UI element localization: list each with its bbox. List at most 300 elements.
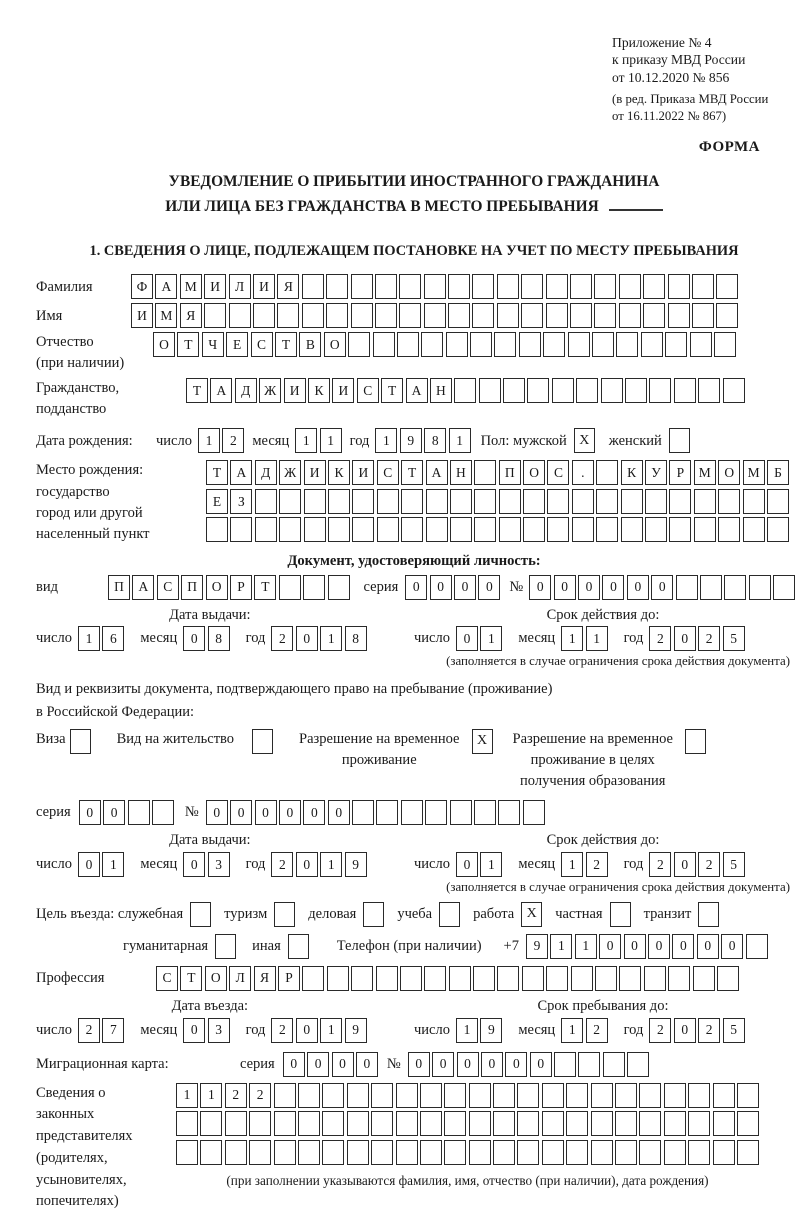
purpose-tourism-checkbox [274,902,295,927]
char-box [279,517,301,542]
char-box: 0 [78,852,100,877]
char-box: 0 [648,934,670,959]
birth-month-boxes [295,428,341,453]
char-box [566,1083,588,1108]
char-box [594,303,616,328]
char-box [449,966,471,991]
doc-kind-field [36,575,792,600]
birthplace-label: Место рождения: государство город или другой населенный пункт [36,462,150,542]
char-box: 1 [550,934,572,959]
char-box: 1 [375,428,397,453]
entry-date-heading: Дата въезда: [171,997,249,1014]
char-box [249,1140,271,1165]
stay-year-boxes [649,1018,744,1043]
char-box [596,460,618,485]
doc-limited-note: (заполняется в случае ограничения срока действия документа) [446,654,790,669]
char-box: О [206,575,228,600]
char-box: Я [277,274,299,299]
char-box: 0 [674,626,696,651]
char-box [693,966,715,991]
char-box [645,489,667,514]
char-box [668,966,690,991]
permit-issue-year-boxes [271,852,366,877]
purpose-business-label: деловая [308,905,357,922]
entry-day-boxes [78,1018,124,1043]
birthdate-label: Дата рождения: [36,432,133,449]
appendix-line: Приложение № 4 [612,35,712,50]
permit-valid-year-boxes [649,852,744,877]
appendix-line: (в ред. Приказа МВД России [612,92,769,107]
char-box [737,1111,759,1136]
char-box [401,800,423,825]
char-box [279,489,301,514]
char-box [444,1140,466,1165]
char-box: Ж [279,460,301,485]
char-box: А [210,378,232,403]
char-box: И [332,378,354,403]
char-box [352,800,374,825]
doc-dates [36,606,792,652]
char-box: 9 [345,1018,367,1043]
char-box: 0 [627,575,649,600]
char-box [645,517,667,542]
char-box [493,1083,515,1108]
char-box [570,303,592,328]
char-box [424,303,446,328]
char-box: Т [180,966,202,991]
purpose-private-checkbox [610,902,631,927]
month-label: месяц [140,630,178,647]
char-box [351,274,373,299]
char-box [694,489,716,514]
char-box [716,274,738,299]
char-box: 0 [296,1018,318,1043]
char-box: А [230,460,252,485]
char-box [421,332,443,357]
char-box: 2 [586,1018,608,1043]
purpose-humanitarian-checkbox [215,934,236,959]
char-box [717,966,739,991]
appendix-line: от 10.12.2020 № 856 [612,69,730,85]
char-box [249,1111,271,1136]
char-box: О [523,460,545,485]
char-box: 9 [480,1018,502,1043]
year-label: год [245,856,266,873]
permit-valid-day-boxes [456,852,502,877]
char-box [713,1140,735,1165]
char-box [639,1140,661,1165]
char-box [255,517,277,542]
char-box [474,800,496,825]
char-box: 2 [225,1083,247,1108]
char-box [470,332,492,357]
char-box [375,303,397,328]
char-box: Д [255,460,277,485]
char-box [420,1111,442,1136]
char-box: 9 [400,428,422,453]
char-box [377,489,399,514]
char-box [225,1140,247,1165]
char-box [713,1111,735,1136]
name-label: Имя [36,307,63,324]
char-box [619,303,641,328]
day-label: число [413,1021,450,1038]
char-box [348,332,370,357]
temp-residence-checkbox: X [472,729,493,754]
char-box [274,1111,296,1136]
char-box: 1 [295,428,317,453]
doc-kind-label: вид [36,578,58,595]
phone-prefix: +7 [503,937,519,954]
doc-valid-day-boxes [456,626,502,651]
entry-date-col [36,997,384,1043]
char-box: 5 [723,852,745,877]
char-box: С [357,378,379,403]
purpose-official-checkbox [190,902,211,927]
char-box [601,378,623,403]
char-box: 0 [405,575,427,600]
char-box [352,489,374,514]
char-box: Т [275,332,297,357]
char-box: Н [430,378,452,403]
char-box [225,1111,247,1136]
char-box [426,517,448,542]
visa-checkbox [70,729,91,754]
char-box: 0 [697,934,719,959]
birthdate-field [36,428,792,453]
char-box: 0 [578,575,600,600]
year-label: год [623,856,644,873]
day-label: число [413,630,450,647]
char-box [298,1111,320,1136]
issue-date-heading: Дата выдачи: [169,832,251,849]
char-box: 2 [698,626,720,651]
char-box: 0 [183,1018,205,1043]
appendix-line: от 16.11.2022 № 867) [612,108,727,123]
char-box [274,1140,296,1165]
char-box: 1 [78,626,100,651]
char-box [377,517,399,542]
char-box [591,1140,613,1165]
char-box: С [251,332,273,357]
char-box [322,1111,344,1136]
char-box [594,274,616,299]
birth-day-boxes [198,428,244,453]
entry-month-boxes [183,1018,229,1043]
char-box: Ж [259,378,281,403]
visa-label: Виза [36,731,66,748]
doc-issue-year-boxes [271,626,366,651]
day-label: число [36,630,72,647]
char-box [420,1140,442,1165]
char-box: 5 [723,1018,745,1043]
permit-dates [36,831,792,877]
profession-label: Профессия [36,969,105,986]
char-box: Н [450,460,472,485]
char-box: И [131,303,153,328]
char-box: И [352,460,374,485]
char-box: 0 [481,1052,503,1077]
char-box [523,800,545,825]
valid-until-heading: Срок действия до: [546,606,660,623]
permit-valid-line [414,852,792,877]
sex-female-label: женский [608,432,662,449]
char-box: Т [401,460,423,485]
char-box [371,1140,393,1165]
char-box [749,575,771,600]
char-box [493,1140,515,1165]
char-box [473,966,495,991]
char-box: Л [229,966,251,991]
char-box [615,1140,637,1165]
representatives-row2-boxes [176,1111,759,1136]
char-box: П [108,575,130,600]
char-box [450,800,472,825]
char-box [643,274,665,299]
char-box: 0 [103,800,125,825]
char-box [669,489,691,514]
char-box: 0 [296,852,318,877]
char-box: 0 [332,1052,354,1077]
char-box [176,1111,198,1136]
permit-valid-month-boxes [561,852,607,877]
char-box [200,1111,222,1136]
char-box: 6 [102,626,124,651]
surname-boxes [131,274,738,299]
char-box [469,1140,491,1165]
entry-date-line [36,1018,384,1043]
char-box [688,1083,710,1108]
residence-doc-paragraph [36,678,792,723]
char-box [472,274,494,299]
char-box [450,489,472,514]
char-box [668,303,690,328]
char-box [401,517,423,542]
char-box: 0 [602,575,624,600]
char-box [713,1083,735,1108]
char-box [641,332,663,357]
char-box [639,1111,661,1136]
char-box [616,332,638,357]
char-box: 2 [249,1083,271,1108]
identity-doc-heading: Документ, удостоверяющий личность: [287,552,541,569]
char-box [328,575,350,600]
char-box [302,966,324,991]
char-box [664,1140,686,1165]
char-box [499,517,521,542]
char-box: И [304,460,326,485]
char-box [688,1140,710,1165]
char-box [424,966,446,991]
char-box [517,1140,539,1165]
char-box [591,1111,613,1136]
char-box: 2 [78,1018,100,1043]
appendix-note [612,34,802,124]
temp-residence-education-option [513,729,706,792]
char-box [547,489,569,514]
form-label: ФОРМА [698,138,760,155]
char-box [674,378,696,403]
char-box [128,800,150,825]
char-box [542,1111,564,1136]
char-box: 7 [102,1018,124,1043]
char-box [448,303,470,328]
char-box [615,1083,637,1108]
char-box [279,575,301,600]
char-box: Б [767,460,789,485]
char-box [375,274,397,299]
char-box: Я [254,966,276,991]
char-box [446,332,468,357]
char-box: И [284,378,306,403]
char-box [373,332,395,357]
purpose-other-label: иная [252,937,281,954]
char-box [664,1083,686,1108]
permit-series-boxes [79,800,174,825]
char-box [523,489,545,514]
char-box: 0 [303,800,325,825]
char-box [425,800,447,825]
temp-residence-option [299,729,492,771]
doc-number-boxes [529,575,795,600]
char-box [625,378,647,403]
char-box: И [204,274,226,299]
char-box [326,303,348,328]
day-label: число [413,856,450,873]
doc-series-boxes [405,575,500,600]
char-box [454,378,476,403]
char-box [571,966,593,991]
char-box: Ф [131,274,153,299]
char-box [298,1083,320,1108]
sex-male-label: Пол: мужской [480,432,567,449]
char-box: С [157,575,179,600]
doc-series-label: серия [363,578,399,595]
char-box [576,378,598,403]
char-box [376,800,398,825]
permit-series-label: серия [36,804,71,821]
char-box: 0 [599,934,621,959]
char-box: Р [669,460,691,485]
char-box [568,332,590,357]
char-box [503,378,525,403]
representatives-note: (при заполнении указываются фамилия, имя, отчество (при наличии), дата рождения) [226,1172,709,1188]
char-box [152,800,174,825]
year-label: год [349,432,370,449]
char-box: 1 [200,1083,222,1108]
char-box [400,966,422,991]
representatives-row1-boxes [176,1083,759,1108]
patronymic-field [36,332,792,374]
char-box: Р [278,966,300,991]
month-label: месяц [518,856,556,873]
purpose-transit-checkbox [698,902,719,927]
char-box [546,966,568,991]
char-box [304,517,326,542]
permit-number-label: № [184,804,199,821]
char-box [547,517,569,542]
char-box [743,517,765,542]
char-box: 2 [649,852,671,877]
char-box: 0 [183,852,205,877]
representatives-box-rows [176,1083,759,1189]
char-box: А [155,274,177,299]
char-box [643,303,665,328]
migration-series-label: серия [240,1055,275,1072]
char-box: 1 [561,852,583,877]
char-box [498,800,520,825]
char-box [572,489,594,514]
char-box: Т [381,378,403,403]
surname-field [36,274,792,299]
char-box [401,489,423,514]
char-box: 0 [432,1052,454,1077]
char-box: 2 [649,1018,671,1043]
day-label: число [156,432,192,449]
char-box: Л [229,274,251,299]
stay-until-line [414,1018,792,1043]
char-box [424,274,446,299]
char-box [303,575,325,600]
name-boxes [131,303,738,328]
char-box [497,274,519,299]
char-box: 1 [102,852,124,877]
profession-boxes [156,966,739,991]
char-box [200,1140,222,1165]
char-box [714,332,736,357]
citizenship-field [36,378,792,420]
char-box [724,575,746,600]
char-box: А [426,460,448,485]
birthplace-row2-boxes [206,489,789,514]
day-label: число [36,856,72,873]
char-box: 0 [672,934,694,959]
permit-issue-day-boxes [78,852,124,877]
char-box: 0 [230,800,252,825]
doc-issue-col [36,606,384,652]
char-box: 1 [586,626,608,651]
char-box [302,274,324,299]
char-box [469,1083,491,1108]
patronymic-label: Отчество (при наличии) [36,334,125,372]
permit-valid-col [414,831,792,877]
migration-number-boxes [408,1052,650,1077]
char-box: 8 [208,626,230,651]
char-box [527,378,549,403]
surname-label: Фамилия [36,278,93,295]
char-box [371,1083,393,1108]
char-box [716,303,738,328]
char-box: 1 [320,626,342,651]
char-box: М [694,460,716,485]
char-box: 3 [208,852,230,877]
char-box [665,332,687,357]
stay-until-heading: Срок пребывания до: [537,997,669,1014]
citizenship-label: Гражданство, подданство [36,380,120,418]
char-box [743,489,765,514]
appendix-revision [612,91,802,124]
char-box [420,1083,442,1108]
char-box [664,1111,686,1136]
month-label: месяц [252,432,290,449]
birthplace-row3-boxes [206,517,789,542]
char-box: 0 [529,575,551,600]
char-box [376,966,398,991]
char-box: К [308,378,330,403]
char-box [206,517,228,542]
char-box: 0 [456,626,478,651]
doc-valid-line [414,626,792,651]
